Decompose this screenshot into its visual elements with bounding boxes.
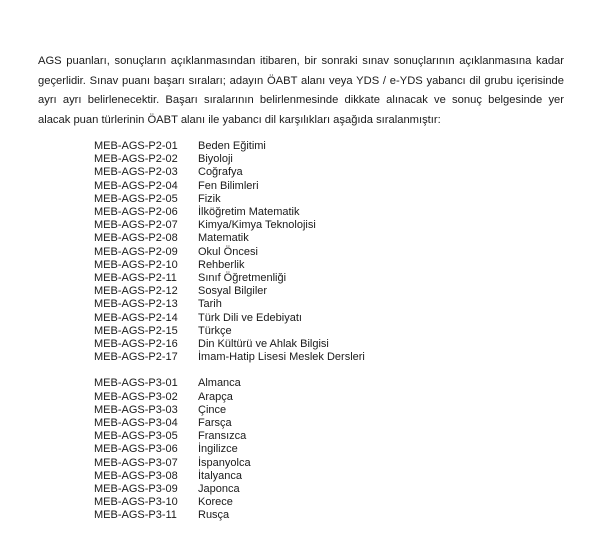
code-row: [38, 272, 564, 285]
score-field-label: Matematik: [198, 232, 249, 245]
code-row: [38, 219, 564, 232]
score-field-label: Farsça: [198, 417, 232, 430]
score-field-label: Korece: [198, 496, 233, 509]
code-row: [38, 206, 564, 219]
score-code: MEB-AGS-P2-04: [94, 179, 178, 192]
score-field-label: Japonca: [198, 483, 240, 496]
code-row: [38, 443, 564, 456]
group-separator: [38, 364, 564, 377]
code-row: [38, 470, 564, 483]
score-code: MEB-AGS-P3-09: [94, 483, 178, 496]
code-row: [38, 430, 564, 443]
score-code: MEB-AGS-P3-08: [94, 469, 178, 482]
score-code: MEB-AGS-P2-07: [94, 219, 178, 232]
score-field-label: Rehberlik: [198, 258, 245, 271]
score-field-label: Sosyal Bilgiler: [198, 285, 268, 298]
code-row: [38, 140, 564, 153]
score-code: MEB-AGS-P3-03: [94, 403, 178, 416]
code-row: [38, 509, 564, 522]
score-field-label: Kimya/Kimya Teknolojisi: [198, 219, 316, 232]
score-code: MEB-AGS-P3-11: [94, 509, 177, 522]
score-code: MEB-AGS-P2-01: [94, 140, 178, 152]
code-row: [38, 153, 564, 166]
code-row: [38, 417, 564, 430]
code-row: [38, 483, 564, 496]
score-code: MEB-AGS-P2-06: [94, 206, 178, 219]
score-code: MEB-AGS-P2-13: [94, 298, 178, 311]
score-field-label: Çince: [198, 403, 227, 416]
score-field-label: Okul Öncesi: [198, 245, 258, 258]
code-row: [38, 180, 564, 193]
score-field-label: Sınıf Öğretmenliği: [198, 272, 287, 285]
score-field-label: Fizik: [198, 192, 221, 205]
score-code: MEB-AGS-P2-15: [94, 324, 178, 337]
code-row: [38, 285, 564, 298]
code-row: [38, 232, 564, 245]
score-code: MEB-AGS-P3-07: [94, 456, 178, 469]
code-row: [38, 404, 564, 417]
score-code: MEB-AGS-P2-10: [94, 258, 178, 271]
score-code: MEB-AGS-P2-05: [94, 192, 178, 205]
score-field-label: Coğrafya: [198, 166, 243, 179]
score-code: MEB-AGS-P2-08: [94, 232, 178, 245]
code-row: [38, 312, 564, 325]
score-field-label: İlköğretim Matematik: [198, 206, 300, 219]
score-field-label: İmam-Hatip Lisesi Meslek Dersleri: [198, 351, 365, 364]
code-row: [38, 496, 564, 509]
code-row: [38, 259, 564, 272]
score-code: MEB-AGS-P2-16: [94, 338, 178, 351]
code-row: [38, 457, 564, 470]
code-row: [38, 246, 564, 259]
score-code: MEB-AGS-P3-05: [94, 430, 178, 443]
code-row: [38, 351, 564, 364]
code-row: [38, 338, 564, 351]
score-code: MEB-AGS-P3-06: [94, 443, 178, 456]
score-field-label: Almanca: [198, 377, 241, 390]
score-field-label: Rusça: [198, 509, 230, 522]
score-code: MEB-AGS-P3-10: [94, 496, 178, 509]
score-code: MEB-AGS-P3-02: [94, 390, 178, 403]
score-code: MEB-AGS-P3-04: [94, 417, 178, 430]
score-type-code-list: [38, 140, 564, 523]
code-row: [38, 325, 564, 338]
score-field-label: Fen Bilimleri: [198, 179, 259, 192]
score-code: MEB-AGS-P2-03: [94, 166, 178, 179]
score-field-label: Arapça: [198, 390, 233, 403]
score-field-label: İtalyanca: [198, 469, 243, 482]
code-row: [38, 377, 564, 390]
code-row: [38, 298, 564, 311]
score-field-label: Din Kültürü ve Ahlak Bilgisi: [198, 338, 329, 351]
code-row: [38, 193, 564, 206]
score-field-label: İspanyolca: [198, 456, 251, 469]
code-row: [38, 166, 564, 179]
score-code: MEB-AGS-P2-14: [94, 311, 178, 324]
score-field-label: Beden Eğitimi: [198, 140, 266, 152]
score-code: MEB-AGS-P2-12: [94, 285, 178, 298]
code-row: [38, 391, 564, 404]
score-code: MEB-AGS-P2-11: [94, 272, 177, 285]
intro-paragraph: AGS puanları, sonuçların açıklanmasından itibaren, bir sonraki sınav sonuçlarının açıklanmasına kadar geçerlidir. Sınav puanı başarı sıraları; adayın ÖABT alanı veya YDS / e-YDS yabancı dil grubu içerisinde ayrı ayrı belirlenecektir. Başarı sıralarının belirlenmesinde dikkate alınacak ve sonuç belgesinde yer alacak puan türlerinin ÖABT alanı ile yabancı dil karşılıkları aşağıda sıralanmıştır:: [38, 55, 564, 126]
score-field-label: İngilizce: [198, 443, 238, 456]
score-code: MEB-AGS-P3-01: [94, 377, 178, 390]
score-field-label: Biyoloji: [198, 153, 233, 166]
score-code: MEB-AGS-P2-09: [94, 245, 178, 258]
score-field-label: Fransızca: [198, 430, 247, 443]
score-field-label: Tarih: [198, 298, 222, 311]
score-field-label: Türkçe: [198, 324, 232, 337]
score-code: MEB-AGS-P2-17: [94, 351, 178, 364]
score-field-label: Türk Dili ve Edebiyatı: [198, 311, 302, 324]
score-code: MEB-AGS-P2-02: [94, 153, 178, 166]
